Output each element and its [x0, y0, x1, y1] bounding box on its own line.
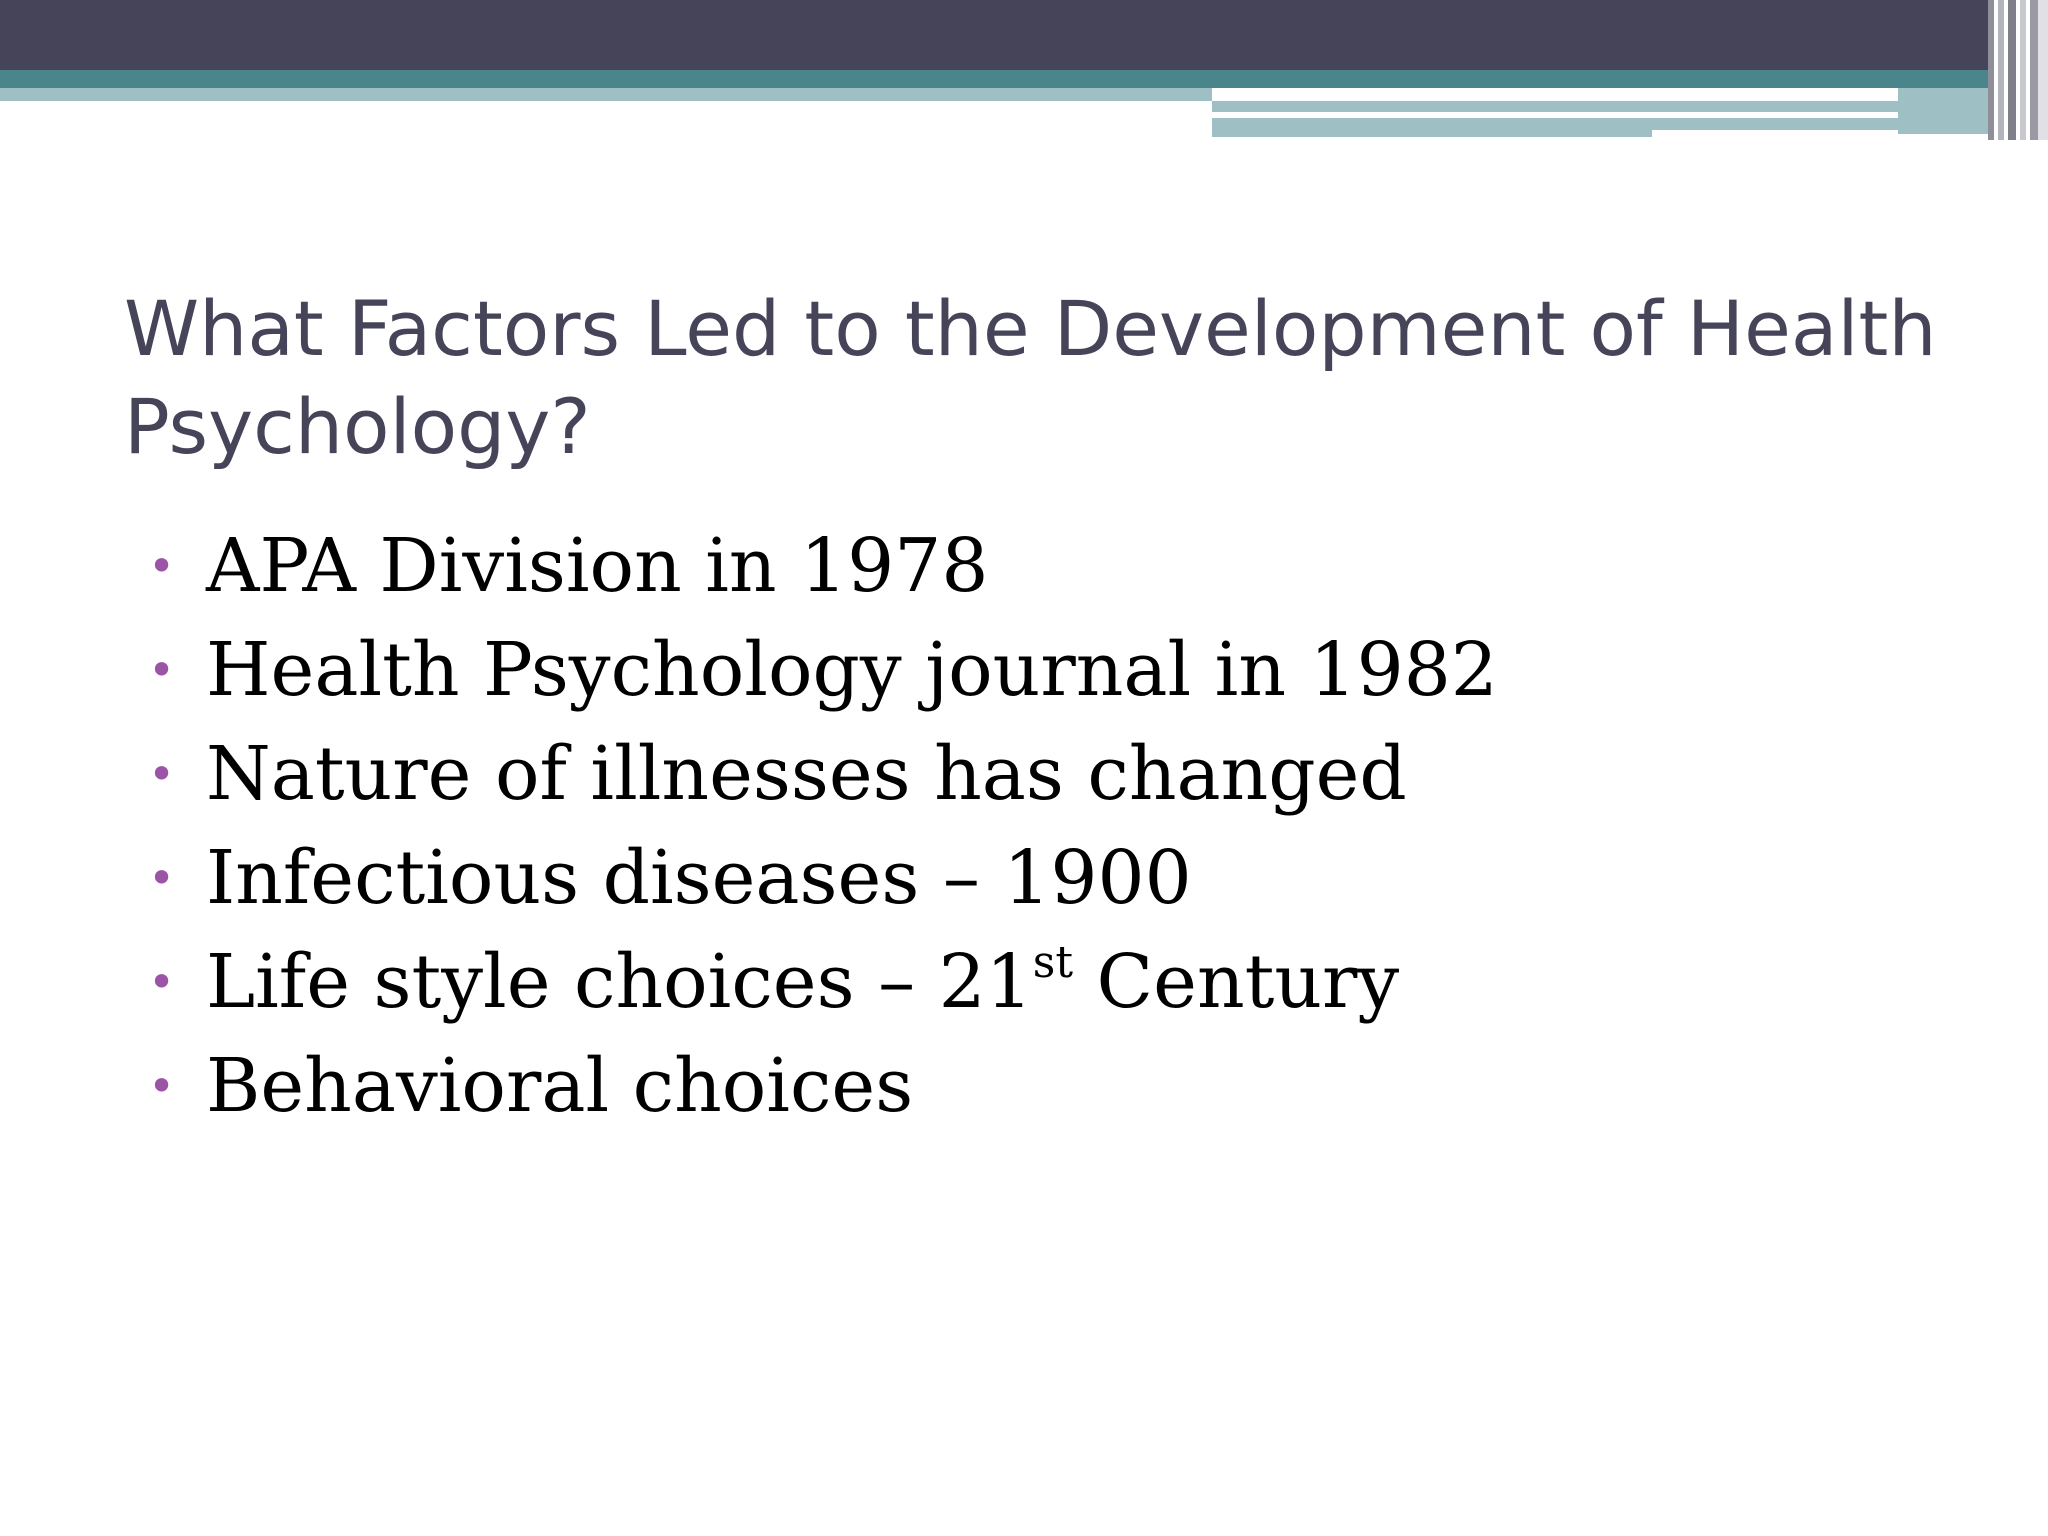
- bullet-text: Nature of illnesses has changed: [206, 731, 1407, 817]
- bullet-icon: •: [148, 643, 176, 697]
- bullet-text: Life style choices – 21: [206, 939, 1033, 1025]
- header-band-right-block: [1898, 88, 1988, 134]
- bullet-item: [148, 514, 1968, 618]
- bullet-text: Infectious diseases – 1900: [206, 835, 1192, 921]
- bullet-icon: •: [148, 955, 176, 1009]
- header-band-dark: [0, 0, 2048, 70]
- header-stripes: [1988, 0, 2048, 140]
- bullet-text-after: Century: [1073, 939, 1400, 1025]
- bullet-icon: •: [148, 851, 176, 905]
- header-white-line: [1212, 112, 1898, 118]
- slide-title: What Factors Led to the Development of Health Psychology?: [124, 284, 1937, 471]
- bullet-item: [148, 722, 1968, 826]
- bullet-text: Health Psychology journal in 1982: [206, 627, 1498, 713]
- bullet-icon: •: [148, 539, 176, 593]
- header-white-notch: [1652, 130, 1898, 137]
- bullet-icon: •: [148, 747, 176, 801]
- bullet-item: [148, 618, 1968, 722]
- header-band-teal: [0, 70, 2048, 88]
- bullet-text: APA Division in 1978: [206, 523, 989, 609]
- bullet-item: [148, 1034, 1968, 1138]
- bullet-list: [148, 514, 1968, 1138]
- header-band-light-left: [0, 88, 1212, 101]
- bullet-superscript: st: [1032, 937, 1074, 988]
- bullet-icon: •: [148, 1059, 176, 1113]
- bullet-item: [148, 930, 1968, 1034]
- bullet-text: Behavioral choices: [206, 1043, 914, 1129]
- bullet-item: [148, 826, 1968, 930]
